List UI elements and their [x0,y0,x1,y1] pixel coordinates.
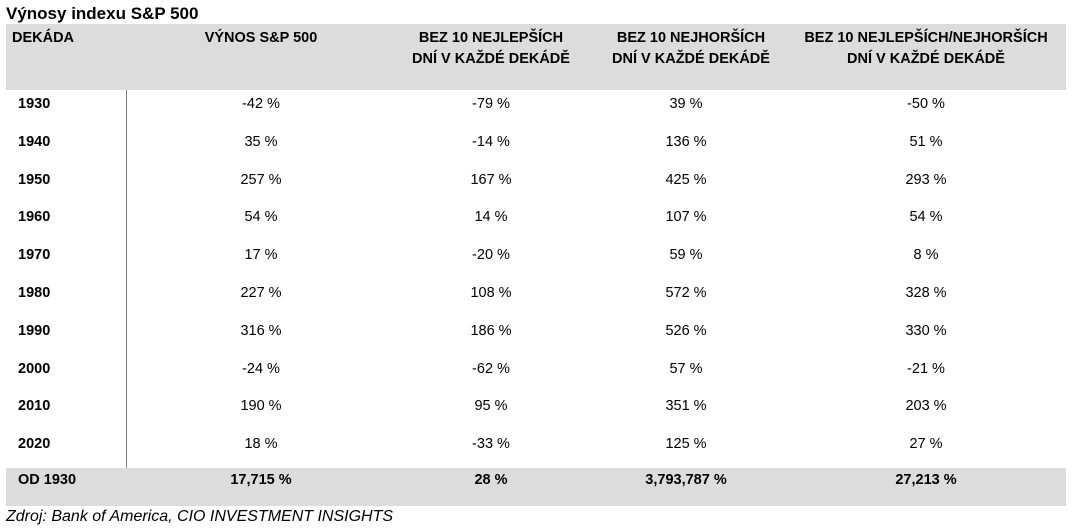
table-row [6,92,1066,130]
table-row [6,319,1066,357]
cell-without-best: 186 % [470,322,512,339]
cell-sp500: 18 % [244,436,278,453]
cell-decade: 1980 [18,285,51,301]
cell-without-worst: 572 % [665,285,707,301]
total-without-best: 28 % [474,472,508,488]
cell-decade: 1970 [18,247,51,264]
total-label: OD 1930 [18,472,77,488]
cell-without-best-worst: 293 % [905,171,947,188]
cell-without-best: 95 % [474,398,508,415]
header-without-best: BEZ 10 NEJLEPŠÍCH DNÍ V KAŽDÉ DEKÁDĚ [412,30,570,67]
cell-sp500: 35 % [244,133,278,150]
cell-decade: 2010 [18,398,51,415]
total-without-worst: 3,793,787 % [645,472,727,488]
table-row [6,205,1066,243]
cell-decade: 1990 [18,322,51,339]
cell-without-best-worst: -50 % [907,96,945,112]
cell-without-worst: 526 % [665,322,707,339]
source-note: Zdroj: Bank of America, CIO INVESTMENT INSIGHTS [6,508,394,525]
header-without-worst: BEZ 10 NEJHORŠÍCH DNÍ V KAŽDÉ DEKÁDĚ [612,30,770,67]
total-without-best-worst: 27,213 % [895,472,957,488]
cell-without-worst: 59 % [669,247,703,264]
total-row [6,468,1066,506]
cell-without-best: 167 % [470,171,512,188]
cell-without-best-worst: 203 % [905,398,947,415]
header-without-best-worst: BEZ 10 NEJLEPŠÍCH/NEJHORŠÍCH DNÍ V KAŽDÉ DEKÁDĚ [804,30,1048,67]
cell-without-worst: 107 % [665,209,707,226]
header-decade: DEKÁDA [12,30,75,46]
cell-without-best: -14 % [472,133,510,150]
cell-without-best-worst: 328 % [905,285,947,301]
cell-sp500: 190 % [240,398,282,415]
cell-decade: 2020 [18,436,51,453]
cell-decade: 2000 [18,360,51,377]
cell-without-best-worst: 27 % [909,436,943,453]
cell-decade: 1950 [18,171,51,188]
cell-sp500: -42 % [242,96,280,112]
total-sp500: 17,715 % [230,472,292,488]
table-row [6,281,1066,319]
table-row [6,394,1066,432]
table-row [6,130,1066,168]
cell-without-best-worst: 8 % [913,247,939,264]
cell-sp500: 316 % [240,322,282,339]
cell-without-best: -79 % [472,96,510,112]
table-row [6,243,1066,281]
table-row [6,432,1066,470]
cell-decade: 1940 [18,133,51,150]
cell-without-worst: 351 % [665,398,707,415]
cell-without-worst: 39 % [669,96,703,112]
cell-without-best: -33 % [472,436,510,453]
cell-without-best-worst: 51 % [909,133,943,150]
cell-without-worst: 57 % [669,360,703,377]
cell-decade: 1930 [18,96,51,112]
cell-without-worst: 136 % [665,133,707,150]
cell-without-best: -62 % [472,360,510,377]
cell-without-best: 108 % [470,285,512,301]
cell-sp500: -24 % [242,360,280,377]
cell-without-best: 14 % [474,209,508,226]
table-row [6,357,1066,395]
cell-without-worst: 425 % [665,171,707,188]
cell-without-best-worst: 330 % [905,322,947,339]
cell-sp500: 227 % [240,285,282,301]
table-header [6,24,1066,90]
cell-decade: 1960 [18,209,51,226]
cell-without-best: -20 % [472,247,510,264]
cell-sp500: 54 % [244,209,278,226]
table-row [6,168,1066,206]
cell-without-best-worst: 54 % [909,209,943,226]
header-sp500-return: VÝNOS S&P 500 [204,30,318,46]
cell-without-worst: 125 % [665,436,707,453]
cell-without-best-worst: -21 % [907,360,945,377]
cell-sp500: 257 % [240,171,282,188]
cell-sp500: 17 % [244,247,278,264]
table-title: Výnosy indexu S&P 500 [6,4,199,23]
